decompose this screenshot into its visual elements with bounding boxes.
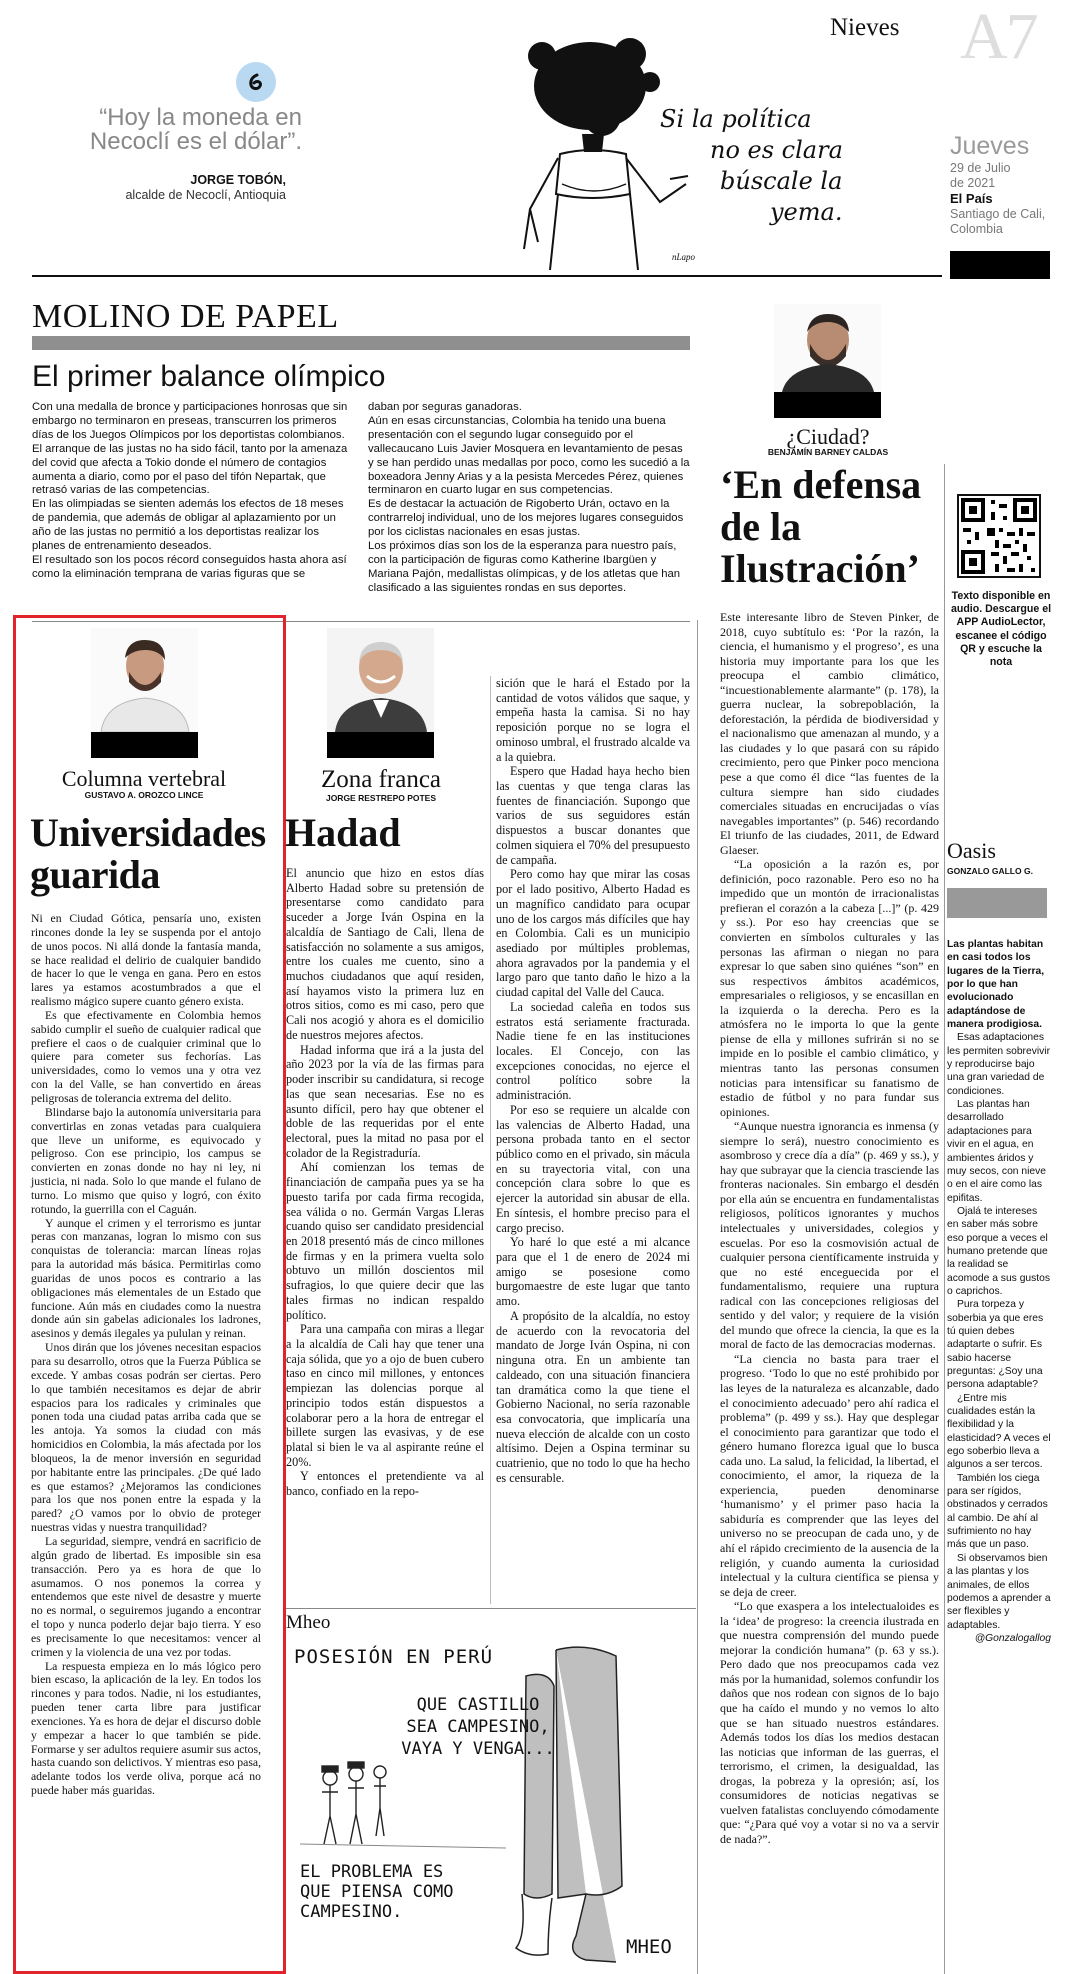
section-gray-bar bbox=[32, 336, 690, 350]
article-title bbox=[720, 464, 960, 590]
paragraph: Hadad informa que irá a la justa del año 2023 por la vía de las firmas para poder inscribir su candidatura, si recoge las que sean necesarias. Ese no es asunto difícil, pero hay que obtener el doble de las requeridas por el ente electoral, pues la mitad no pasa por el colador de la Registraduría. bbox=[286, 1042, 484, 1160]
paragraph: Las plantas han desarrollado adaptaciones para vivir en el agua, en ambientes áridos y muy secos, con nieve o en el aire como las epifitas. bbox=[947, 1099, 1047, 1204]
qr-code-icon[interactable] bbox=[957, 494, 1041, 578]
nieves-cartoon bbox=[510, 34, 930, 270]
paragraph: “Aunque nuestra ignorancia es inmensa (y siempre lo será), nuestro conocimiento es asombroso y crece día a día” (p. 469 y ss.), y hay que subrayar que la ciencia trasciende las fronteras nacionales. Sin embargo el desdén por ella aún se encuentra en fundamentalistas religiosos, políticos ignorantes y muchos intelectuales y universidades, colegios y escuelas. Por eso la cosmovisión actual de cualquier persona científicamente instruida y que no esté enceguecida por el fundamentalismo, requiere una ruptura radical con las concepciones religiosas del sentido y del valor; y requiere de la visión del mundo que ofrece la ciencia, la que es la moral de facto de las democracias modernas. bbox=[720, 1119, 939, 1352]
paragraph: Ni en Ciudad Gótica, pensaría uno, existen rincones donde la ley se suspenda por el antojo de unos pocos. Ni allá donde la fantasía manda, se hace realidad el delirio de cualquier bandido de hacer lo que le venga en gana. Pero en estos lares ya estamos acostumbrados a que el realismo mágico supere cuanto género exista. bbox=[31, 912, 261, 1009]
cartoon-label: Mheo bbox=[286, 1612, 331, 1633]
quote-author: JORGE TOBÓN, bbox=[190, 173, 286, 187]
title-line: guarida bbox=[30, 852, 160, 897]
title-line: Ilustración’ bbox=[720, 546, 920, 591]
paragraph: La sociedad caleña en todos sus estratos está seriamente fracturada. Nadie tiene fe en las instituciones locales. El Concejo, con las excepciones conocidas, no ejerce el control político sobre la administración. bbox=[496, 999, 690, 1103]
paragraph: “La oposición a la razón es, por definición, poco razonable. Pero eso no ha impedido que un montón de irracionalistas prefieran el corazón a la cabeza [...]” (p. 429 y ss.). Por eso hay creencias que se convierten en símbolos culturales y las personas las afirman o niegan no para expresar lo que saben sino quiénes “son” en sus respectivos ámbitos académicos, empresariales o religiosos, y se encasillan en la izquierda o la derecha. Pero es la atmósfera no le importa lo que la gente piense de ella y millones sufrirán si no se impide en lo posible el cambio climático, y mientras tanto las personas consumen noticias para intensificar su fanatismo de estadio de fútbol y no para fundar sus opiniones. bbox=[720, 857, 939, 1119]
paragraph: Este interesante libro de Steven Pinker, de 2018, cuyo subtítulo es: ‘Por la razón, la ciencia, el humanismo y el progreso’, es una historia muy importante para los que les preocupa el cambio climático, “incuestionablemente alarmante” (p. 178), la guerra nuclear, la sobrepoblación, la deforestación, la pérdida de biodiversidad y el nacionalismo que amenazan al mundo, y a las ciudades y lo que pasará con su rápido crecimiento, pero que Pinker poco menciona pese a que como él dice “las fuentes de la cultura siempre han sido ciudades comerciales situadas en encrucijadas o vías navegables importantes” (p. 546) recordando El triunfo de las ciudades, 2011, de Edward Glaeser. bbox=[720, 610, 939, 857]
paragraph: “La ciencia no basta para traer el progreso. ‘Todo lo que no esté prohibido por las leyes de la naturaleza es alcanzable, dado el conocimiento adecuado’ pero ahí radica el problema” (p. 499 y ss.). Hay que desplegar el conocimiento para garantizar que todo el género humano florezca igual que lo busca cada uno. La salud, la felicidad, la libertad, el conocimiento, el amor, la riqueza de la experiencia, pueden denominarse ‘humanismo’ y el primer paso hacia la sabiduría es comprender que las leyes del universo no se preocupan de cada uno, y de ahí el rápido crecimiento de la ausencia de la religión, y cuando aumenta la curiosidad intelectual y la cultura científica se piensa y se deja de creer. bbox=[720, 1351, 939, 1599]
city-line: Santiago de Cali, bbox=[950, 207, 1046, 221]
section-name: Nieves bbox=[830, 14, 900, 41]
portrait-bar bbox=[774, 392, 881, 418]
paragraph: Ojalá te intereses en saber más sobre eso porque a veces el humano pretende que la realidad se acomode a sus gustos o caprichos. bbox=[947, 1205, 1051, 1297]
date-line: 29 de Julio bbox=[950, 161, 1011, 175]
title-line: de la bbox=[720, 504, 802, 549]
date-black-bar bbox=[950, 251, 1050, 279]
paragraph: Ahí comienzan los temas de financiación de campaña pues ya se ha puesto tarifa por cada firma recogida, sea válida o no. Germán Vargas Lleras cuando quiso ser candidato presidencial en 2018 presentó más de cinco millones de firmas y en la primera vuelta solo obtuvo un millón doscientos mil sufragios, lo que quiere decir que las tales firmas no indican respaldo político. bbox=[286, 1160, 484, 1322]
caption-line: Si la política bbox=[660, 105, 812, 133]
editorial-headline: El primer balance olímpico bbox=[32, 360, 386, 393]
author-portrait bbox=[774, 304, 881, 418]
paragraph: También los ciega para ser rígidos, obstinados y cerrados al cambio. De ahí al sufrimiento no hay más que un paso. bbox=[947, 1472, 1048, 1551]
qr-caption: Texto disponible en audio. Descargue el APP AudioLector, escanee el código QR y escuche la nota bbox=[950, 590, 1052, 669]
paragraph: Pura torpeza y soberbia ya que eres tú quien debes adaptarte o sufrir. Es sabio hacerse preguntas: ¿Soy una persona adaptable? bbox=[947, 1299, 1044, 1391]
quote-text: “Hoy la moneda en Necoclí es el dólar”. bbox=[89, 104, 302, 155]
quote-icon bbox=[236, 62, 276, 102]
caption-line: no es clara bbox=[710, 136, 843, 164]
mheo-cartoon bbox=[286, 1636, 692, 1972]
column-divider bbox=[697, 620, 698, 1974]
paragraph: “Lo que exaspera a los intelectualoides es la ‘idea’ de progreso: la creencia ilustrada en que nuestra comprensión del mundo puede mejorar la condición humana” (p. 63 y ss.). Pero dado que nos preocupamos cada vez más por la humanidad, solemos confundir los daños que nos rodean con signos de lo bajo que ha caído el mundo y no vemos lo alto que se han situado nuestros estándares. Además todos los días los medios destacan las noticias que informan de las guerras, el terrorismo, el crimen, la desigualdad, las drogas, la pobreza y la opresión; así, los consumidores de noticias negativas se vuelven fatalistas concluyendo cómodamente que: “¿Para qué voy a votar si no va a servir de nada?”. bbox=[720, 1599, 939, 1846]
cartoon-bubble: QUE CASTILLO SEA CAMPESINO, VAYA Y VENGA... bbox=[401, 1695, 555, 1759]
paragraph: daban por seguras ganadoras. bbox=[368, 401, 522, 413]
paragraph: Espero que Hadad haya hecho bien las cuentas y que tenga claras las fuentes de financiación. Supongo que varios de sus seguidores están dispuestos a buscar donantes que colmen siquiera el 70% del presupuesto de campaña. bbox=[496, 764, 690, 867]
author-portrait bbox=[91, 628, 198, 758]
paragraph: Aún en esas circunstancias, Colombia ha tenido una buena presentación con el segundo lugar conseguido por el vallecaucano Luis Javier Mosquera en levantamiento de pesas y se han perdido unas medallas por poco, como les sucedió a la boxeadora Jenny Arias y a la pesista Mercedes Pérez, quienes terminaron en cuarto lugar en sus competencias. bbox=[368, 414, 690, 497]
paragraph: Es que efectivamente en Colombia hemos sabido cumplir el sueño de cualquier radical que prefiere el caos o de cualquier criminal que lo quiere para cometer sus fechorías. Las universidades, como lo vemos una y otra vez con la del Valle, se han convertido en áreas peligrosas de tolerancia extrema del delito. bbox=[31, 1008, 261, 1105]
column-author: GUSTAVO A. OROZCO LINCE bbox=[84, 790, 204, 800]
oasis-signature[interactable]: @Gonzalogallog bbox=[974, 1632, 1051, 1644]
oasis-lead: Las plantas habitan en casi todos los lugares de la Tierra, por lo que han evolucionado adaptándose de manera prodigiosa. bbox=[947, 939, 1045, 1031]
zona-col-b bbox=[496, 676, 690, 1486]
paragraph: El anuncio que hizo en estos días Alberto Hadad sobre su pretensión de presentarse como candidato para suceder a Jorge Iván Ospina en la alcaldía de Santiago de Cali, llena de satisfacción no solamente a sus amigos, entre los cuales me cuento, sino a muchos ciudadanos que aquí residen, así hayamos visto la primera luz en otros sitios, como es mi caso, pero que Cali nos acogió y ahora es el domicilio de nuestros mejores afectos. bbox=[286, 866, 484, 1042]
editorial-col-1 bbox=[32, 401, 350, 582]
paragraph: Blindarse bajo la autonomía universitaria para convertirlas en zonas vetadas para cualquiera que lleve un uniforme, es equivocado y peligroso. Con ese principio, los campus se convierten en zonas donde no hay ni ley, ni justicia, ni nada. Solo lo que mande el fulano de turno. Lo mismo que quiso y logró, con éxito rotundo, la guerrilla con el Caguán. bbox=[31, 1105, 261, 1216]
paper-name: El País bbox=[950, 191, 993, 206]
header-rule bbox=[32, 275, 942, 277]
paragraph: Y aunque el crimen y el terrorismo es juntar peras con manzanas, logran lo mismo con sus conquistas de tolerancia: marcan líneas rojas para la autoridad más básica. Permitirlas como guaridas de unos pocos es contrario a las obligaciones más elementales de un Estado que funcione. Aún más en ciudades como la nuestra donde aún sin gabelas adicionales los ladrones, asesinos y demás ilegales ya pululan y reinan. bbox=[31, 1216, 261, 1341]
paragraph: Para una campaña con miras a llegar a la alcaldía de Cali hay que tener una caja sólida, que yo a ojo de buen cubero taso en cinco mil millones, y entonces empiezan las dolencias porque al principio todos están dispuestos a colaborar pero a la hora de entregar el billete surgen las evasivas, y de ese platal si bien le va al aspirante reúne el 20%. bbox=[286, 1322, 484, 1469]
paragraph: En las olimpiadas se sienten además los efectos de 18 meses de pandemia, que además de obligar al aplazamiento por un año de las justas no permitió a los deportistas realizar los planes de entrenamiento deseados. bbox=[32, 498, 344, 553]
country-line: Colombia bbox=[950, 222, 1003, 236]
article-title bbox=[30, 812, 280, 896]
column-author: GONZALO GALLO G. bbox=[947, 866, 1033, 876]
column-kicker: ¿Ciudad? bbox=[786, 424, 870, 449]
weekday: Jueves bbox=[950, 132, 1030, 160]
oasis-body bbox=[947, 938, 1051, 1645]
paragraph: Y entonces el pretendiente va al banco, confiado en la repo- bbox=[286, 1469, 484, 1499]
paragraph: Por eso se requiere un alcalde con las valencias de Alberto Hadad, una persona probada tanto en el sector público como en el privado, sin mácula en su trayectoria vital, con una concepción clara sobre lo que es ejercer la autoridad sin abusar de ella. En síntesis, el hombre preciso para el cargo preciso. bbox=[496, 1102, 690, 1235]
paragraph: Los próximos días son los de la esperanza para nuestro país, con la participación de figuras como Katherine Ibargüen y Mariana Pajón, medallistas olímpicas, y de los atletas que han clasificado a las siguientes rondas en sus deportes. bbox=[368, 540, 681, 594]
quote-author-role: alcalde de Necoclí, Antioquia bbox=[125, 188, 286, 202]
paragraph: El arranque de las justas no ha sido fácil, tanto por la amenaza del covid que afecta a Tokio donde el número de contagios aumenta a diario, como por el paso del tifón Nepartak, que retrasó varias de las competencias. bbox=[32, 442, 348, 497]
editorial-col-2 bbox=[368, 401, 690, 596]
paragraph: La respuesta empieza en lo más lógico pero bien escaso, la aplicación de la ley. En todos los rincones y para todos. Nadie, ni los estudiantes, pueden tener carta libre para justificar exenciones. Ya es hora de dejar el discurso doble y empezar a hacer lo que también se pide. Formarse y ser adultos requiere asumir sus actos, hasta cuando son delictivos. Y mientras eso pasa, adelante todos los verde oliva, porque acá no puede haber más guaridas. bbox=[31, 1659, 261, 1798]
section-title: MOLINO DE PAPEL bbox=[32, 298, 339, 335]
cartoon-rule bbox=[286, 1608, 696, 1609]
title-line: ‘En defensa bbox=[720, 462, 922, 507]
paragraph: El resultado son los pocos récord conseguidos hasta ahora así como la eliminación temprana de varias figuras que se bbox=[32, 553, 347, 580]
caption-line: búscale la bbox=[720, 167, 843, 195]
nieves-caption bbox=[660, 104, 900, 228]
page-number: A7 bbox=[960, 0, 1037, 73]
paragraph: Es de destacar la actuación de Rigoberto Urán, octavo en la contrarreloj individual, uno de los mejores lugares conseguidos por los ciclistas nacionales en esas justas. bbox=[368, 498, 684, 539]
paragraph: A propósito de la alcaldía, no estoy de acuerdo con la revocatoria del mandato de Jorge Iván Ospina, ni con ninguna otra. En un ambiente tan caldeado, con una situación financiera tan dramática como la que tiene el Gobierno Nacional, no sería razonable esa convocatoria, que implicaría una nueva elección de alcalde con un costo altísimo. Dejen a Ospina terminar su cuatrienio, que no todo lo que ha hecho es censurable. bbox=[496, 1308, 690, 1485]
column-kicker: Zona franca bbox=[320, 766, 442, 793]
paragraph: ¿Entre mis cualidades están la flexibilidad y la elasticidad? A veces el ego soberbio lleva a algunos a ser tercos. bbox=[947, 1392, 1051, 1471]
paragraph: Esas adaptaciones les permiten sobrevivir y reproducirse bajo una gran variedad de condiciones. bbox=[947, 1032, 1051, 1097]
paragraph: Yo haré lo que esté a mi alcance para que el 1 de enero de 2024 mi amigo se posesione como burgomaestre de este lugar que tanto amo. bbox=[496, 1235, 690, 1309]
ciudad-body bbox=[720, 610, 939, 1846]
paragraph: Pero como hay que mirar las cosas por el lado positivo, Alberto Hadad es un magnífico candidato para ocupar uno de los cargos más difíciles que hay en Colombia. Cali es un municipio asediado por múltiples problemas, ahora agravados por la pandemia y el largo paro que tanto daño le hizo a la ciudad capital del Valle del Cauca. bbox=[496, 867, 690, 1000]
column-author: JORGE RESTREPO POTES bbox=[325, 793, 437, 803]
year-line: de 2021 bbox=[950, 176, 996, 190]
caption-line: yema. bbox=[770, 198, 843, 226]
cartoon-signature: MHEO bbox=[626, 1936, 672, 1958]
cartoon-title: POSESIÓN EN PERÚ bbox=[294, 1646, 494, 1668]
column-author: BENJAMÍN BARNEY CALDAS bbox=[767, 447, 889, 457]
author-portrait bbox=[327, 628, 434, 758]
column-kicker: Oasis bbox=[947, 838, 996, 863]
paragraph: sición que le hará el Estado por la cantidad de votos válidos que saque, y empeña hasta la camisa. Si no hay reposición porque no se logra el ominoso umbral, el frustrado alcalde va a la quiebra. bbox=[496, 676, 690, 764]
paragraph: La seguridad, siempre, vendrá en sacrificio de algún grado de libertad. Es imposible sin esa transacción. Pero ya es hora de que lo asumamos. O nos ponemos la correa y entendemos que este nivel de desastre y muerte no es normal, o seguiremos jugando a encontrar el topo y nunca poderlo dejar bajo tierra. Y eso es precisamente lo que necesitamos: vencer al crimen y la violencia de una vez por todas. bbox=[31, 1534, 261, 1659]
column-kicker: Columna vertebral bbox=[61, 766, 227, 791]
article-title: Hadad bbox=[285, 810, 401, 855]
paragraph: Unos dirán que los jóvenes necesitan espacios para su desarrollo, otros que la Fuerza Pública se excede. Y ambas cosas podrán ser ciertas. Pero lo que también necesitamos es dejar de abrir espacios para los radicales y criminales que ponen toda una ciudad patas arriba cada que se les antoja. Ya somos la ciudad con más homicidios en Colombia, la más afectada por los bloqueos, la de menor inversión en seguridad por habitante entre las principales. ¿De qué lado es que estamos? ¿Mejoramos las condiciones para los que nos ponen entre la espada y la pared? ¿O vamos por lo obvio de proteger nuestras vidas y nuestra tranquilidad? bbox=[31, 1341, 261, 1535]
date-block bbox=[950, 132, 1075, 279]
nieves-signature: nLapo bbox=[672, 252, 696, 262]
zona-divider bbox=[490, 676, 491, 1604]
zona-col-a bbox=[286, 866, 484, 1499]
portrait-bar bbox=[91, 732, 198, 758]
cartoon-caption: EL PROBLEMA ES QUE PIENSA COMO CAMPESINO. bbox=[300, 1862, 454, 1922]
column-body bbox=[31, 912, 261, 1798]
portrait-bar bbox=[327, 732, 434, 758]
paragraph: Con una medalla de bronce y participaciones honrosas que sin embargo no terminaron en preseas, transcurren los primeros días de los Juegos Olímpicos por los deportistas colombianos. bbox=[32, 401, 348, 441]
paragraph: Si observamos bien a las plantas y los animales, de ellos podemos a aprender a ser flexibles y adaptables. bbox=[947, 1552, 1051, 1631]
oasis-gray-bar bbox=[947, 888, 1047, 918]
right-divider bbox=[944, 464, 945, 1974]
title-line: Universidades bbox=[30, 810, 266, 855]
